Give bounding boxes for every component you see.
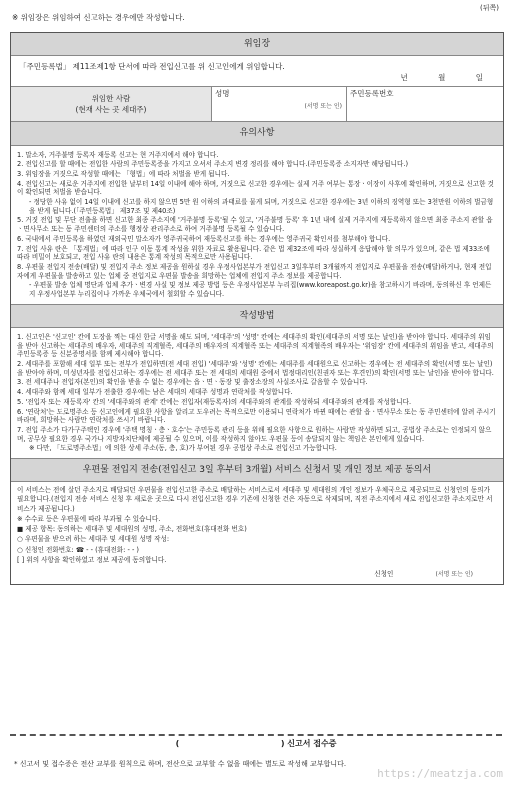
back-side-label: (뒤쪽) [480, 4, 499, 12]
notes-item: 7. 전입 사유 란은 「통계법」에 따라 인구 이동 통계 작성을 위한 자료로 활용됩니다. 같은 법 제32조에 따라 성실하게 응답해야 할 의무가 있으며, 같은 법 제33조에 따라 비밀이 보호되고, 전입 사유 란의 내용은 통계 작성의 목적으로만 사용됩니다. [17, 244, 490, 262]
name-sign-hint: (서명 또는 인) [304, 103, 342, 111]
method-item: 5. '전입자 또는 재등록자' 칸의 '세대주와의 관계' 칸에는 전입자(재등록자)의 세대주와의 관계를 작성하되 세대주와의 관계를 작성합니다. [17, 397, 412, 406]
delegator-label [11, 87, 212, 122]
method-item: 2. 세대주를 포함해 세대 일부 또는 전부가 전입하면(전 세대 전입) '세대주'와 '성명' 칸에는 세대주를 세대원으로 신고하는 경우에는 전 세대주의 확인(서명 또는 날인)을 받아야 하며, 미성년자를 전입신고하는 경우에는 전 세대주 또는 전 세대의 세대원 중에서 법정대리인(친권자 또는 후견인)의 확인(서명 또는 날인)을 받아야 합니다. [17, 360, 494, 377]
notes-item: 3. 위임장을 거짓으로 작성할 때에는 「형법」에 따라 처벌을 받게 됩니다. [17, 169, 230, 178]
consent-provide-items: ■ 제공 항목: 동의하는 세대주 및 세대원의 성명, 주소, 전화번호(휴대전화 번호) [17, 525, 247, 534]
method-item: 6. '연락처'는 도로명주소 등 신고인에게 필요한 사항을 알리고 도우려는 목적으로만 이용되니 연락처가 바뀐 때에는 관할 읍ㆍ면사무소 또는 동 주민센터에 알려 주시기 바라며, 희망하는 사람만 연락처를 쓰시기 바랍니다. [17, 407, 496, 425]
consent-phone-option[interactable]: ○ 신청인 전화번호: ☎ - - (휴대전화: - - ) [17, 545, 140, 554]
applicant-label: 신청인 [374, 569, 394, 578]
applicant-signature[interactable] [17, 570, 497, 579]
applicant-sign-hint: (서명 또는 인) [435, 570, 473, 578]
receipt-title: 신고서 접수증 [287, 739, 337, 748]
receipt-close-paren: ) [280, 739, 285, 748]
receipt-header [10, 734, 502, 750]
id-label: 주민등록번호 [350, 89, 394, 99]
delegation-note: ※ 위임장은 위임하여 신고하는 경우에만 작성합니다. [12, 13, 185, 22]
method-item: 3. 전 세대주나 전입자(본인)의 확인을 받을 수 없는 경우에는 읍ㆍ면ㆍ동장 및 출장소장의 사실조사로 갈음할 수 있습니다. [17, 378, 368, 387]
notes-item: 5. 거짓 전입 및 무단 전출을 하면 신고한 최종 주소지에 '거주불명 등록'될 수 있고, '거주불명 등록' 후 1년 내에 실제 거주지에 재등록하지 않으면 최종 주소지 관할 읍ㆍ면사무소 또는 동 주민센터의 주소를 행정상 관리주소로 하여 거주불명 등록될 수 있습니다. [17, 216, 493, 234]
notes-item: 4. 전입신고는 새로운 거주지에 전입한 날부터 14일 이내에 해야 하며, 거짓으로 신고한 경우에는 실제 거주 여부는 통장ㆍ이장이 사후에 확인하며, 거짓으로 신고한 것이 확인되면 처벌을 받습니다. [17, 179, 494, 197]
delegation-date: 년 월 일 [400, 73, 483, 83]
method-list [11, 328, 503, 458]
delegator-label-line1: 위임한 사람 [91, 94, 131, 104]
watermark: https://meatzja.com [377, 767, 503, 781]
notes-item: 1. 말소자, 거주불명 등록자 재등록 신고는 현 거주지에서 해야 합니다. [17, 150, 219, 159]
notes-list [11, 146, 503, 304]
method-note: ※ 다만, 「도로명주소법」에 의한 상세 주소(동, 층, 호)가 부여된 경우 공법상 주소로 전입신고 가능합니다. [29, 444, 337, 453]
delegator-name-field[interactable] [212, 87, 347, 122]
delegator-label-line2: (현재 사는 곳 세대주) [75, 105, 147, 115]
consent-recipient-option[interactable]: ○ 우편물을 받으려 하는 세대주 및 세대원 성명 작성: [17, 535, 170, 544]
receipt-open-paren: ( [175, 739, 180, 748]
consent-body [11, 482, 503, 584]
delegator-id-field[interactable] [347, 87, 504, 122]
name-label: 성명 [215, 89, 230, 99]
delegation-text: 「주민등록법」 제11조제1항 단서에 따라 전입신고를 위 신고인에게 위임합니다. [19, 62, 285, 72]
form-frame [10, 32, 504, 585]
method-item: 7. 전입 주소가 다가구주택인 경우에 '주택 명칭ㆍ층ㆍ호수'는 주민등록 관리 등을 위해 필요한 사항으로 원하는 사람만 작성하면 되고, 공법상 주소로는 인정되지 않으며, 공무상 필요한 경우 국가나 지방자치단체에 제공될 수 있으며, 이를 작성하지 않아도 우편물 등이 송달되지 않는 책임은 본인에게 있습니다. [17, 425, 492, 443]
notes-subitem: - 정당한 사유 없이 14일 이내에 신고를 하지 않으면 5만 원 이하의 과태료를 물게 되며, 거짓으로 신고한 경우에는 3년 이하의 징역형 또는 3천만원 이하의 벌금형을 받게 됩니다.(「주민등록법」 제37조 및 제40조) [29, 198, 494, 215]
consent-fee-note: ※ 수수료 등은 우편물에 따라 부과될 수 있습니다. [17, 514, 161, 523]
notes-item: 8. 우편물 전입지 전송(배달) 및 전입지 주소 정보 제공을 원하실 경우 우정사업본부가 전입신고 3일후부터 3개월까지 전입지로 우편물을 전송(배달)하거나, 현재 전입자에게 우편물을 발송하고 있는 업체 중 전입지로 우편물 발송을 희망하는 업체에 전입지 주소 정보를 제공합니다. [17, 262, 492, 280]
consent-agree-checkbox[interactable]: [ ] 위의 사항을 확인하였고 정보 제공에 동의합니다. [17, 555, 167, 564]
footer-note: * 신고서 및 접수증은 전산 교부를 원칙으로 하며, 전산으로 교부할 수 없을 때에는 별도로 작성해 교부합니다. [14, 760, 347, 768]
consent-intro: 이 서비스는 전에 살던 주소지로 배달되던 우편물을 전입신고한 주소로 배달하는 서비스로서 세대주 및 세대원의 개인 정보가 우체국으로 제공되므로 신청인의 동의가 필요합니다.(전입지 전송 서비스 신청 후 새로운 곳으로 다시 전입신고한 경우 기존에 신청한 건은 자동으로 삭제되며, 직전 주소지에서 새로 전입신고한 주소지로만 서비스가 제공됩니다.) [17, 486, 493, 513]
method-item: 1. 신고인은 '신고인' 칸에 도장을 찍는 대신 한글 서명을 해도 되며, '세대주'의 '성명' 칸에는 세대주의 확인(세대주의 서명 또는 날인)을 받아야 합니다. 세대주의 위임을 받아 신고하는 세대주의 배우자, 세대주의 직계혈족, 세대주의 배우자의 직계혈족 또는 세대주의 직계혈족의 배우자는 '위임장' 칸에 세대주의 위임을 받고, 세대주의 주민등록증 등 신분증명서를 함께 제시해야 합니다. [17, 332, 494, 359]
consent-title: 우편물 전입지 전송(전입신고 3일 후부터 3개월) 서비스 신청서 및 개인 정보 제공 동의서 [11, 458, 503, 482]
method-item: 4. 세대주와 함께 세대 일부가 전출한 경우에는 남은 세대의 세대주 성명과 연락처를 작성합니다. [17, 388, 293, 397]
delegation-title: 위임장 [11, 33, 503, 56]
notes-title: 유의사항 [11, 121, 503, 145]
notes-item: 6. 국내에서 주민등록을 하였던 재외국민 말소자가 영주귀국하여 재등록신고를 하는 경우에는 영주귀국 확인서를 첨부해야 합니다. [17, 234, 391, 243]
method-title: 작성방법 [11, 304, 503, 328]
notes-subitem: - 우편물 발송 업체 명단과 업체 추가ㆍ변경 사실 및 정보 제공 방법 등은 우정사업본부 누리집(www.koreapost.go.kr)을 참고하시기 바라며, 동의하신 후 언제든지 우정사업본부 누리집이나 가까운 우체국에서 철회할 수 있습니다. [29, 281, 492, 299]
notes-item: 2. 전입신고를 할 때에는 전입한 사람의 주민등록증을 가지고 오셔서 주소지 변경 정리를 해야 합니다.(주민등록증 소지자만 해당됩니다.) [17, 160, 409, 169]
delegator-table [11, 86, 503, 121]
